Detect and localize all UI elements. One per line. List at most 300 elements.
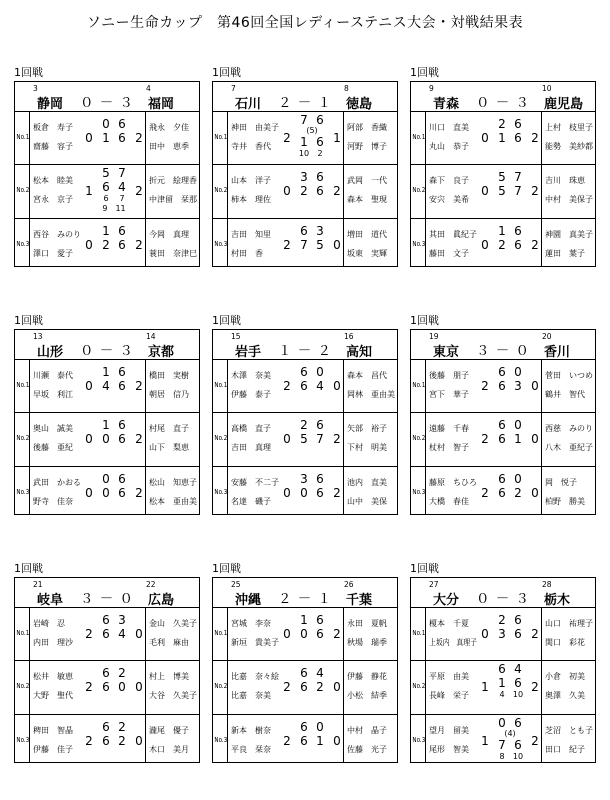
player-name: 比嘉 奈美 bbox=[231, 691, 271, 700]
right-games: 4 bbox=[118, 180, 126, 194]
set-score-line bbox=[493, 224, 527, 238]
set-score-line bbox=[97, 379, 131, 393]
match-header bbox=[15, 82, 199, 112]
player-name: 川瀬 泰代 bbox=[33, 371, 73, 380]
right-prefecture: 千葉 bbox=[346, 593, 373, 608]
right-sets-won: 2 bbox=[531, 238, 539, 252]
player-name: 上坂内 真理子 bbox=[429, 638, 477, 647]
player-name: 大橋 春佳 bbox=[429, 497, 469, 506]
left-games: 1 bbox=[102, 224, 110, 238]
left-games: 1 bbox=[102, 418, 110, 432]
player-name: 松井 敏恵 bbox=[33, 672, 73, 681]
left-games: 2 bbox=[102, 238, 110, 252]
right-team-number: 10 bbox=[542, 84, 552, 93]
set-score-line bbox=[295, 472, 329, 486]
player-name: 板倉 寿子 bbox=[33, 123, 73, 132]
set-score-line bbox=[493, 379, 527, 393]
left-games: 2 bbox=[498, 117, 506, 131]
row-label: No.2 bbox=[16, 186, 30, 194]
right-games: 4 bbox=[316, 379, 324, 393]
right-sets-won: 0 bbox=[135, 680, 143, 694]
player-name: 能勢 美紗都 bbox=[545, 142, 593, 151]
player-name: 榎本 千夏 bbox=[429, 619, 469, 628]
match-row bbox=[15, 661, 199, 715]
right-prefecture: 福岡 bbox=[148, 97, 175, 112]
right-games: 1 bbox=[514, 432, 522, 446]
right-games: 2 bbox=[514, 486, 522, 500]
match-table bbox=[14, 329, 200, 515]
player-name: 松本 睦美 bbox=[33, 176, 73, 185]
player-name: 山本 洋子 bbox=[231, 176, 271, 185]
left-sets-won: 0 bbox=[283, 627, 291, 641]
match-header bbox=[411, 82, 595, 112]
match-row bbox=[15, 467, 199, 521]
player-name: 森本 聖現 bbox=[347, 195, 387, 204]
right-sets-won: 0 bbox=[531, 486, 539, 500]
row-label: No.2 bbox=[214, 682, 228, 690]
set-scores bbox=[97, 166, 131, 214]
player-name: 名達 磯子 bbox=[231, 497, 271, 506]
player-name: 藤原 ちひろ bbox=[429, 478, 477, 487]
player-name: 伊藤 静花 bbox=[347, 672, 387, 681]
right-sets-won: 2 bbox=[531, 734, 539, 748]
left-games: 6 bbox=[300, 224, 308, 238]
right-sets-won: 2 bbox=[135, 238, 143, 252]
left-sets-won: 0 bbox=[85, 379, 93, 393]
match-row bbox=[213, 715, 397, 769]
right-games: 6 bbox=[118, 117, 126, 131]
match-row bbox=[15, 360, 199, 414]
right-games: 2 bbox=[317, 149, 323, 158]
player-name: 伊藤 佳子 bbox=[33, 745, 73, 754]
match-header bbox=[213, 578, 397, 608]
left-games: 0 bbox=[300, 627, 308, 641]
match-block bbox=[212, 66, 398, 267]
player-name: 秋場 瑞季 bbox=[347, 638, 387, 647]
left-sets-won: 2 bbox=[481, 379, 489, 393]
right-games: 7 bbox=[119, 194, 125, 203]
set-scores bbox=[97, 418, 131, 446]
row-label: No.3 bbox=[412, 488, 426, 496]
set-score-line bbox=[97, 720, 131, 734]
left-games: 6 bbox=[102, 734, 110, 748]
player-name: 朝居 信乃 bbox=[149, 390, 189, 399]
match-table bbox=[212, 81, 398, 267]
set-score-line bbox=[295, 224, 329, 238]
tiebreak-score: (4) bbox=[504, 729, 516, 738]
set-score-line bbox=[97, 627, 131, 641]
player-name: 矢部 裕子 bbox=[347, 424, 387, 433]
left-team-number: 13 bbox=[33, 332, 43, 341]
right-games: 0 bbox=[514, 418, 522, 432]
player-name: 吉田 真理 bbox=[231, 443, 271, 452]
right-sets-won: 2 bbox=[531, 131, 539, 145]
set-scores bbox=[295, 613, 329, 641]
right-games: 6 bbox=[118, 432, 126, 446]
left-games: 7 bbox=[300, 113, 308, 127]
match-block bbox=[14, 66, 200, 267]
match-row bbox=[213, 608, 397, 662]
set-score-line bbox=[493, 627, 527, 641]
left-games: 5 bbox=[498, 184, 506, 198]
right-team-number: 16 bbox=[344, 332, 354, 341]
right-sets-won: 2 bbox=[333, 184, 341, 198]
right-games: 6 bbox=[514, 117, 522, 131]
set-score-line bbox=[97, 238, 131, 252]
player-name: 山下 梨恵 bbox=[149, 443, 189, 452]
player-name: 森本 昌代 bbox=[347, 371, 387, 380]
player-name: 関口 彩花 bbox=[545, 638, 585, 647]
right-sets-won: 0 bbox=[333, 379, 341, 393]
player-name: 木口 美月 bbox=[149, 745, 189, 754]
tiebreak-score: 9 11 bbox=[102, 204, 126, 213]
set-score-line bbox=[97, 180, 131, 194]
left-sets-won: 0 bbox=[481, 238, 489, 252]
right-games: 10 bbox=[512, 690, 524, 699]
player-name: 瀧尾 優子 bbox=[149, 726, 189, 735]
right-team-number: 20 bbox=[542, 332, 552, 341]
set-score-line bbox=[97, 131, 131, 145]
right-games: 5 bbox=[316, 238, 324, 252]
player-name: 松本 亜由美 bbox=[149, 497, 197, 506]
right-games: 6 bbox=[316, 184, 324, 198]
set-scores bbox=[493, 224, 527, 252]
left-sets-won: 0 bbox=[481, 131, 489, 145]
match-header bbox=[15, 578, 199, 608]
left-games: 2 bbox=[300, 184, 308, 198]
right-sets-won: 1 bbox=[333, 131, 341, 145]
player-name: 金山 久美子 bbox=[149, 619, 197, 628]
left-games: 6 bbox=[102, 680, 110, 694]
left-games: 8 bbox=[499, 752, 505, 761]
team-score: ２ － １ bbox=[277, 591, 333, 607]
player-name: 其田 眞紀子 bbox=[429, 230, 477, 239]
right-games: 6 bbox=[316, 613, 324, 627]
left-games: 5 bbox=[102, 166, 110, 180]
player-name: 柏野 勝美 bbox=[545, 497, 585, 506]
right-sets-won: 0 bbox=[135, 627, 143, 641]
right-games: 3 bbox=[514, 379, 522, 393]
set-score-line bbox=[295, 418, 329, 432]
right-games: 7 bbox=[514, 170, 522, 184]
set-scores bbox=[97, 666, 131, 694]
player-name: 宮永 京子 bbox=[33, 195, 73, 204]
player-name: 奥山 誠美 bbox=[33, 424, 73, 433]
left-sets-won: 0 bbox=[85, 432, 93, 446]
right-sets-won: 2 bbox=[135, 486, 143, 500]
left-games: 1 bbox=[102, 131, 110, 145]
player-name: 新本 樹奈 bbox=[231, 726, 271, 735]
right-games: 1 bbox=[316, 734, 324, 748]
match-row bbox=[15, 413, 199, 467]
set-score-line bbox=[493, 418, 527, 432]
row-label: No.3 bbox=[16, 736, 30, 744]
left-sets-won: 2 bbox=[85, 734, 93, 748]
left-games: 4 bbox=[102, 379, 110, 393]
row-label: No.3 bbox=[214, 736, 228, 744]
left-games: 6 bbox=[498, 418, 506, 432]
row-label: No.2 bbox=[214, 186, 228, 194]
match-table bbox=[212, 577, 398, 763]
set-scores bbox=[295, 170, 329, 198]
player-name: 今岡 真理 bbox=[149, 230, 189, 239]
left-games: 2 bbox=[498, 238, 506, 252]
right-games: 4 bbox=[316, 666, 324, 680]
player-name: 森下 良子 bbox=[429, 176, 469, 185]
player-name: 安宍 美希 bbox=[429, 195, 469, 204]
player-name: 村田 香 bbox=[231, 249, 263, 258]
team-score: ０ － ３ bbox=[475, 95, 531, 111]
set-score-line bbox=[97, 117, 131, 131]
right-team-number: 22 bbox=[146, 580, 156, 589]
left-team-number: 3 bbox=[33, 84, 38, 93]
player-name: 丸山 恭子 bbox=[429, 142, 469, 151]
right-games: 0 bbox=[316, 365, 324, 379]
player-name: 後藤 朋子 bbox=[429, 371, 469, 380]
player-name: 宮下 華子 bbox=[429, 390, 469, 399]
left-team-number: 7 bbox=[231, 84, 236, 93]
set-score-line bbox=[493, 690, 527, 700]
team-score: ０ － ３ bbox=[79, 95, 135, 111]
left-prefecture: 沖縄 bbox=[235, 593, 262, 608]
right-sets-won: 2 bbox=[135, 184, 143, 198]
right-games: 6 bbox=[118, 379, 126, 393]
set-score-line bbox=[97, 166, 131, 180]
player-name: 上村 枝里子 bbox=[545, 123, 593, 132]
tiebreak-score: (5) bbox=[306, 126, 318, 135]
player-name: 蓑田 奈津巳 bbox=[149, 249, 197, 258]
left-sets-won: 0 bbox=[85, 131, 93, 145]
left-games: 1 bbox=[498, 224, 506, 238]
match-row bbox=[411, 360, 595, 414]
right-games: 6 bbox=[118, 224, 126, 238]
left-prefecture: 石川 bbox=[235, 97, 262, 112]
right-games: 0 bbox=[514, 365, 522, 379]
right-prefecture: 京都 bbox=[148, 345, 175, 360]
team-score: １ － ２ bbox=[277, 343, 333, 359]
player-name: 武田 かおる bbox=[33, 478, 81, 487]
right-games: 6 bbox=[118, 365, 126, 379]
left-games: 0 bbox=[498, 716, 506, 730]
row-label: No.3 bbox=[214, 488, 228, 496]
set-score-line bbox=[295, 365, 329, 379]
player-name: 神田 由美子 bbox=[231, 123, 279, 132]
row-label: No.3 bbox=[16, 240, 30, 248]
right-games: 6 bbox=[514, 238, 522, 252]
set-score-line bbox=[97, 418, 131, 432]
set-scores bbox=[295, 365, 329, 393]
set-score-line bbox=[295, 680, 329, 694]
right-games: 7 bbox=[118, 166, 126, 180]
player-name: 永田 夏帆 bbox=[347, 619, 387, 628]
match-header bbox=[411, 578, 595, 608]
right-games: 2 bbox=[118, 734, 126, 748]
team-score: ３ － ０ bbox=[475, 343, 531, 359]
player-name: 岡 悦子 bbox=[545, 478, 577, 487]
right-team-number: 4 bbox=[146, 84, 151, 93]
right-sets-won: 2 bbox=[333, 486, 341, 500]
left-games: 0 bbox=[300, 486, 308, 500]
left-sets-won: 0 bbox=[283, 486, 291, 500]
match-row bbox=[213, 112, 397, 166]
set-score-line bbox=[97, 224, 131, 238]
match-row bbox=[411, 715, 595, 769]
left-games: 6 bbox=[498, 662, 506, 676]
player-name: 下村 明美 bbox=[347, 443, 387, 452]
left-prefecture: 山形 bbox=[37, 345, 64, 360]
right-team-number: 8 bbox=[344, 84, 349, 93]
set-score-line bbox=[493, 662, 527, 676]
right-games: 0 bbox=[118, 680, 126, 694]
left-games: 3 bbox=[300, 472, 308, 486]
set-score-line bbox=[295, 184, 329, 198]
left-games: 6 bbox=[102, 666, 110, 680]
player-name: 西谷 みのり bbox=[33, 230, 81, 239]
match-row bbox=[411, 112, 595, 166]
player-name: 木澤 奈美 bbox=[231, 371, 271, 380]
right-games: 4 bbox=[514, 662, 522, 676]
set-score-line bbox=[97, 680, 131, 694]
row-label: No.2 bbox=[412, 682, 426, 690]
player-name: 佐藤 光子 bbox=[347, 745, 387, 754]
left-sets-won: 1 bbox=[481, 734, 489, 748]
team-score: ３ － ０ bbox=[79, 591, 135, 607]
player-name: 岩崎 忍 bbox=[33, 619, 65, 628]
set-scores bbox=[295, 224, 329, 252]
left-games: 6 bbox=[102, 180, 110, 194]
right-sets-won: 2 bbox=[333, 432, 341, 446]
left-sets-won: 0 bbox=[85, 238, 93, 252]
left-games: 0 bbox=[102, 486, 110, 500]
player-name: 田口 紀子 bbox=[545, 745, 585, 754]
set-score-line bbox=[97, 432, 131, 446]
player-name: 内田 理沙 bbox=[33, 638, 73, 647]
left-sets-won: 0 bbox=[481, 184, 489, 198]
player-name: 尾形 智美 bbox=[429, 745, 469, 754]
match-row bbox=[213, 661, 397, 715]
row-label: No.1 bbox=[412, 381, 426, 389]
right-team-number: 14 bbox=[146, 332, 156, 341]
player-name: 平良 栞奈 bbox=[231, 745, 271, 754]
left-games: 6 bbox=[300, 720, 308, 734]
player-name: 野寺 佳奈 bbox=[33, 497, 73, 506]
player-name: 小松 結季 bbox=[347, 691, 387, 700]
left-games: 10 bbox=[298, 149, 310, 158]
right-games: 6 bbox=[316, 170, 324, 184]
player-name: 神園 真美子 bbox=[545, 230, 593, 239]
row-label: No.2 bbox=[412, 434, 426, 442]
left-games: 3 bbox=[498, 627, 506, 641]
left-games: 6 bbox=[300, 365, 308, 379]
left-games: 0 bbox=[102, 117, 110, 131]
left-games: 1 bbox=[300, 613, 308, 627]
right-games: 3 bbox=[118, 613, 126, 627]
player-name: 吉川 珠恵 bbox=[545, 176, 585, 185]
row-label: No.1 bbox=[214, 629, 228, 637]
row-label: No.1 bbox=[16, 381, 30, 389]
right-sets-won: 2 bbox=[135, 432, 143, 446]
match-table bbox=[410, 577, 596, 763]
set-score-line bbox=[493, 613, 527, 627]
right-games: 6 bbox=[118, 486, 126, 500]
match-block bbox=[410, 314, 596, 515]
match-block bbox=[410, 562, 596, 763]
left-games: 5 bbox=[300, 432, 308, 446]
player-name: 柿本 理佐 bbox=[231, 195, 271, 204]
set-scores bbox=[97, 365, 131, 393]
match-row bbox=[411, 219, 595, 273]
set-scores bbox=[295, 720, 329, 748]
left-team-number: 15 bbox=[231, 332, 241, 341]
set-scores bbox=[493, 170, 527, 198]
match-row bbox=[213, 413, 397, 467]
match-block bbox=[410, 66, 596, 267]
set-scores bbox=[493, 365, 527, 393]
left-prefecture: 大分 bbox=[433, 593, 460, 608]
match-header bbox=[213, 82, 397, 112]
player-name: 齋藤 容子 bbox=[33, 142, 73, 151]
right-games: 0 bbox=[514, 472, 522, 486]
right-games: 2 bbox=[316, 680, 324, 694]
row-label: No.3 bbox=[16, 488, 30, 496]
right-games: 6 bbox=[514, 613, 522, 627]
set-score-line bbox=[493, 432, 527, 446]
set-scores bbox=[493, 418, 527, 446]
player-name: 橋田 実樹 bbox=[149, 371, 189, 380]
set-scores bbox=[295, 113, 329, 159]
round-label: 1回戦 bbox=[410, 562, 439, 575]
left-games: 1 bbox=[300, 135, 308, 149]
player-name: 藤田 文子 bbox=[429, 249, 469, 258]
player-name: 岡林 亜由美 bbox=[347, 390, 395, 399]
player-name: 菅田 いつめ bbox=[545, 371, 593, 380]
set-score-line bbox=[493, 738, 527, 752]
round-label: 1回戦 bbox=[14, 562, 43, 575]
set-scores bbox=[493, 472, 527, 500]
player-name: 中村 晶子 bbox=[347, 726, 387, 735]
set-score-line bbox=[493, 472, 527, 486]
right-games: 6 bbox=[316, 418, 324, 432]
right-team-number: 26 bbox=[344, 580, 354, 589]
left-games: 1 bbox=[498, 676, 506, 690]
left-sets-won: 2 bbox=[283, 238, 291, 252]
set-scores bbox=[97, 720, 131, 748]
row-label: No.1 bbox=[214, 133, 228, 141]
match-block bbox=[212, 314, 398, 515]
right-games: 0 bbox=[316, 720, 324, 734]
right-games: 6 bbox=[118, 131, 126, 145]
set-score-line bbox=[493, 184, 527, 198]
match-row bbox=[213, 467, 397, 521]
player-name: 早坂 利江 bbox=[33, 390, 73, 399]
left-sets-won: 0 bbox=[283, 432, 291, 446]
player-name: 芝沼 とも子 bbox=[545, 726, 593, 735]
player-name: 毛利 麻由 bbox=[149, 638, 189, 647]
set-score-line bbox=[295, 113, 329, 127]
match-table bbox=[410, 329, 596, 515]
right-games: 6 bbox=[316, 135, 324, 149]
left-team-number: 21 bbox=[33, 580, 43, 589]
left-sets-won: 1 bbox=[481, 680, 489, 694]
left-prefecture: 岩手 bbox=[235, 345, 262, 360]
row-label: No.3 bbox=[412, 736, 426, 744]
set-scores bbox=[493, 117, 527, 145]
left-sets-won: 2 bbox=[283, 680, 291, 694]
round-label: 1回戦 bbox=[212, 314, 241, 327]
left-games: 6 bbox=[103, 194, 109, 203]
left-sets-won: 1 bbox=[85, 184, 93, 198]
row-label: No.2 bbox=[412, 186, 426, 194]
